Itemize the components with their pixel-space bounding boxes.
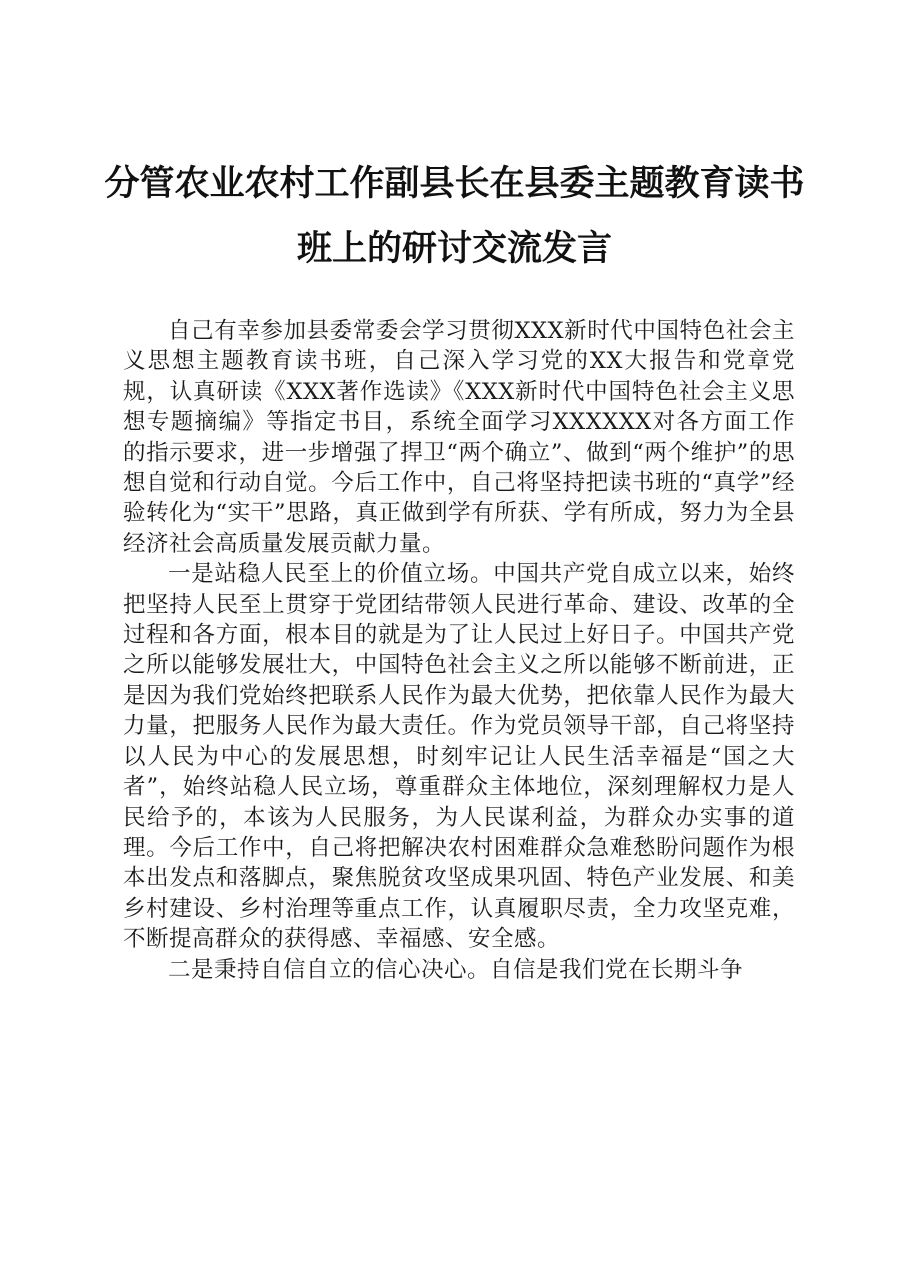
document-title-line-1: 分管农业农村工作副县长在县委主题教育读书 bbox=[104, 163, 805, 204]
paragraph-point-two: 二是秉持自信自立的信心决心。自信是我们党在长期斗争 bbox=[168, 956, 744, 983]
paragraph-intro: 自己有幸参加县委常委会学习贯彻XXX新时代中国特色社会主义思想主题教育读书班，自己深入学习党的XX大报告和党章党规，认真研读《XXX著作选读》《XXX新时代中国特色社会主义思想专题摘编》等指定书目，系统全面学习XXXXXX对各方面工作的指示要求，进一步增强了捍卫“两个确立”、做到“两个维护”的思想自觉和行动自觉。今后工作中，自己将坚持把读书班的“真学”经验转化为“实干”思路，真正做到学有所获、学有所成，努力为全县经济社会高质量发展贡献力量。 bbox=[123, 318, 795, 557]
paragraph-point-one: 一是站稳人民至上的价值立场。中国共产党自成立以来，始终把坚持人民至上贯穿于党团结带领人民进行革命、建设、改革的全过程和各方面，根本目的就是为了让人民过上好日子。中国共产党之所以能够发展壮大，中国特色社会主义之所以能够不断前进，正是因为我们党始终把联系人民作为最大优势，把依靠人民作为最大力量，把服务人民作为最大责任。作为党员领导干部，自己将坚持以人民为中心的发展思想，时刻牢记让人民生活幸福是“国之大者”，始终站稳人民立场，尊重群众主体地位，深刻理解权力是人民给予的，本该为人民服务，为人民谋利益，为群众办实事的道理。今后工作中，自己将把解决农村困难群众急难愁盼问题作为根本出发点和落脚点，聚焦脱贫攻坚成果巩固、特色产业发展、和美乡村建设、乡村治理等重点工作，认真履职尽责，全力攻坚克难，不断提高群众的获得感、幸福感、安全感。 bbox=[123, 561, 795, 953]
document-title-line-2: 班上的研讨交流发言 bbox=[296, 228, 612, 269]
document-body bbox=[123, 316, 795, 985]
